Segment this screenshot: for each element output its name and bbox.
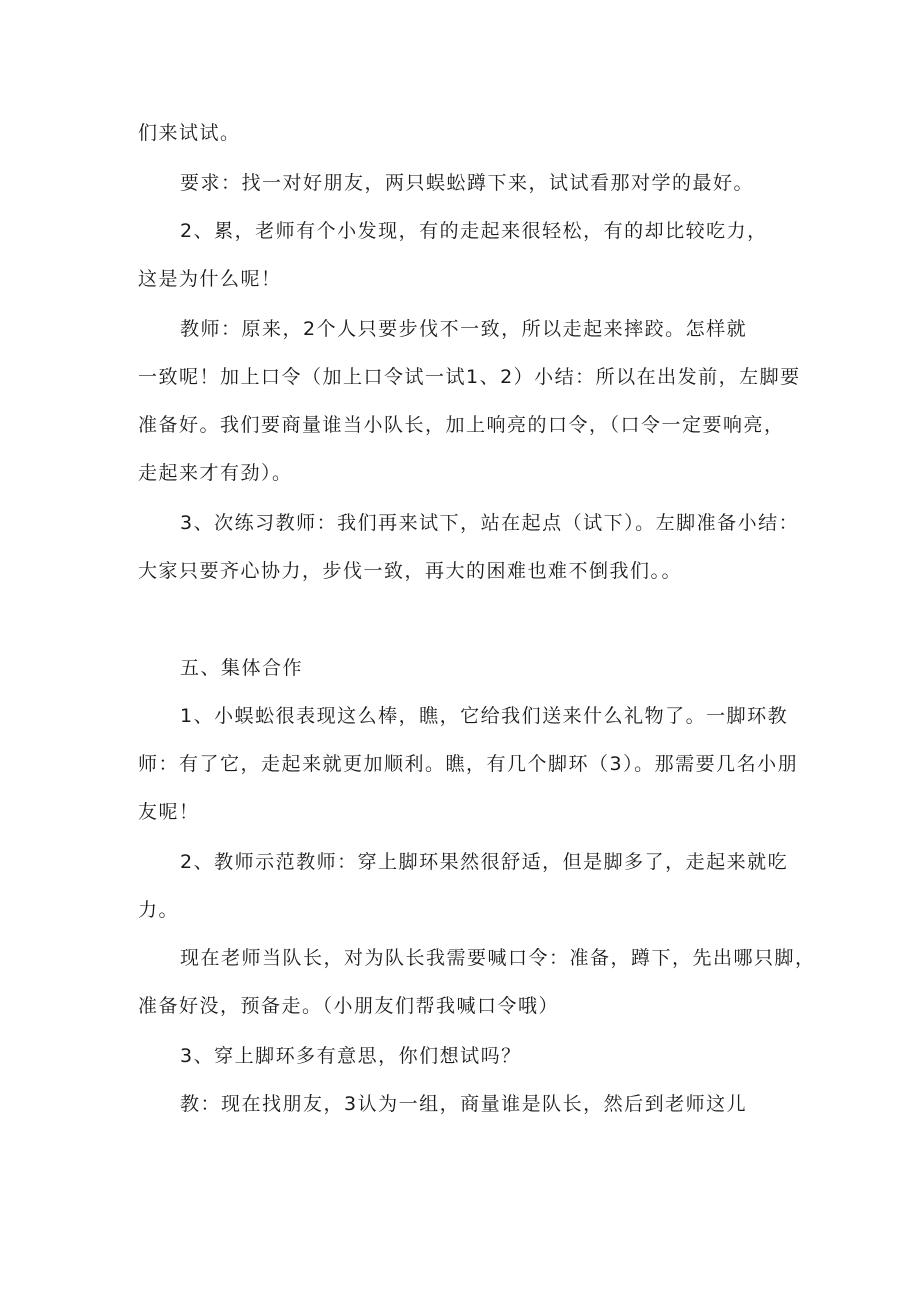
text-line: 2、累，老师有个小发现，有的走起来很轻松，有的却比较吃力， <box>180 220 768 242</box>
text-line: 教：现在找朋友，3认为一组，商量谁是队长，然后到老师这儿 <box>180 1093 748 1115</box>
text-line: 3、次练习教师：我们再来试下，站在起点（试下）。左脚准备小结： <box>180 512 800 534</box>
text-line: 要求：找一对好朋友，两只蜈蚣蹲下来，试试看那对学的最好。 <box>180 172 755 194</box>
text-line: 们来试试。 <box>138 122 241 144</box>
text-line: 1、小蜈蚣很表现这么棒，瞧，它给我们送来什么礼物了。一脚环教 <box>180 705 789 727</box>
text-line: 现在老师当队长，对为队长我需要喊口令：准备，蹲下，先出哪只脚， <box>180 947 816 969</box>
text-line: 3、穿上脚环多有意思，你们想试吗？ <box>180 1045 522 1067</box>
text-line: 力。 <box>138 899 180 921</box>
text-line: 准备好没，预备走。（小朋友们帮我喊口令哦） <box>138 995 560 1017</box>
text-line: 师：有了它，走起来就更加顺利。瞧，有几个脚环（3）。那需要几名小朋 <box>138 753 799 775</box>
text-line: 2、教师示范教师：穿上脚环果然很舒适，但是脚多了，走起来就吃 <box>180 851 789 873</box>
text-line: 这是为什么呢！ <box>138 268 282 290</box>
text-line: 走起来才有劲）。 <box>138 462 293 484</box>
section-heading: 五、集体合作 <box>180 657 304 679</box>
text-line: 教师：原来，2个人只要步伐不一致，所以走起来摔跤。怎样就 <box>180 318 748 340</box>
text-line: 一致呢！加上口令（加上口令试一试1、2）小结：所以在出发前，左脚要 <box>138 366 801 388</box>
text-line: 大家只要齐心协力，步伐一致，再大的困难也难不倒我们。。 <box>138 560 683 582</box>
text-line: 友呢！ <box>138 801 200 823</box>
text-line: 准备好。我们要商量谁当小队长，加上响亮的口令，（口令一定要响亮， <box>138 414 785 436</box>
